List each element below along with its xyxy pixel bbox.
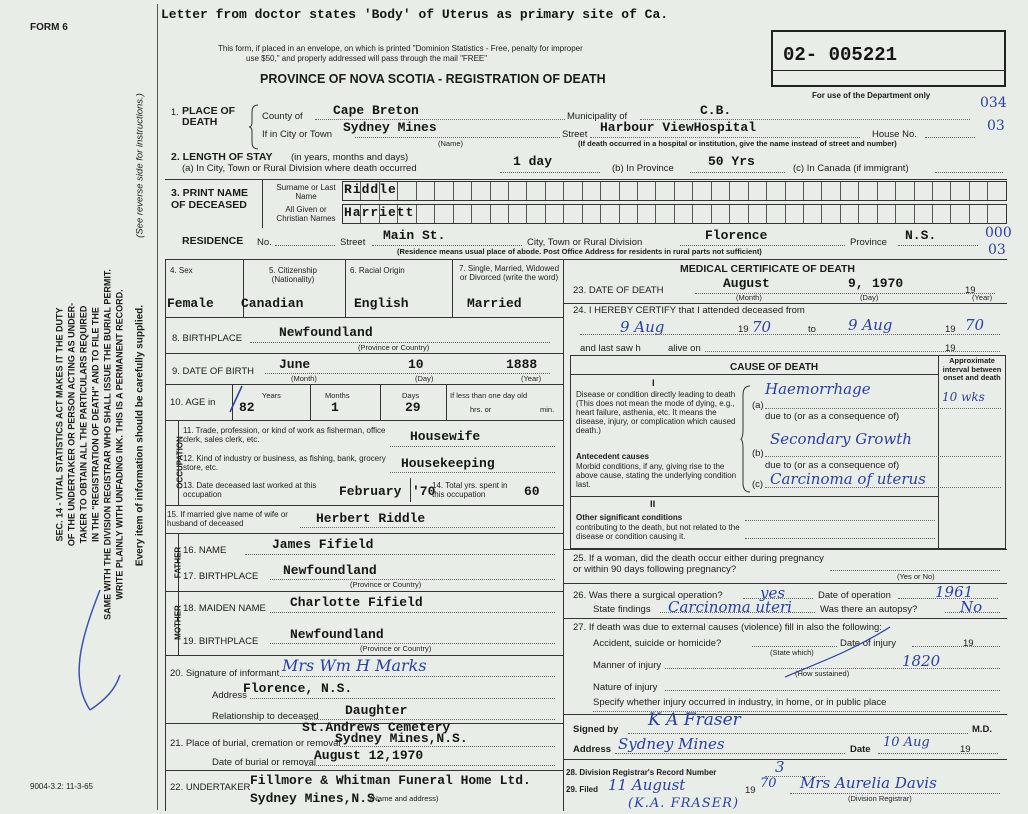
occupation-side-label: OCCUPATION — [175, 436, 185, 489]
signed-signature: K A Fraser — [648, 710, 741, 730]
form-title: PROVINCE OF NOVA SCOTIA - REGISTRATION OF DEATH — [260, 72, 606, 86]
undertaker-label: 22. UNDERTAKER — [170, 782, 251, 793]
informant-relationship: Daughter — [345, 703, 408, 718]
last-saw-label: and last saw h — [580, 343, 641, 354]
residence-no-label: No. — [257, 237, 272, 248]
age-years: 82 — [239, 400, 255, 415]
dob-day: 10 — [408, 357, 424, 372]
alive-on-19: 19 — [945, 343, 956, 354]
how-sustained-label: (How sustained) — [795, 669, 850, 678]
registration-number: 02- 005221 — [783, 44, 898, 66]
informant-relationship-label: Relationship to deceased — [212, 711, 319, 722]
instruction-reverse: (See reverse side for instructions.) — [134, 93, 146, 238]
dept-code-2: 03 — [987, 118, 1005, 134]
external-causes-label: 27. If death was due to external causes (violence) fill in also the following: — [573, 622, 882, 633]
informant-signature: Mrs Wm H Marks — [282, 656, 427, 675]
place-label: PLACE OF DEATH — [182, 105, 236, 128]
mother-birthplace-value: Newfoundland — [290, 627, 384, 642]
father-birthplace-value: Newfoundland — [283, 563, 377, 578]
attended-from: 9 Aug — [620, 318, 665, 336]
stay-label: 2. LENGTH OF STAY — [171, 151, 273, 163]
dod-day-label: (Day) — [860, 293, 879, 302]
age-label: 10. AGE in — [170, 397, 216, 408]
signed-label: Signed by — [573, 724, 619, 735]
undertaker-name: Fillmore & Whitman Funeral Home Ltd. — [250, 773, 531, 788]
occupation-q13: 13. Date deceased last worked at this occupation — [183, 481, 317, 499]
dod-year: 1970 — [872, 276, 904, 291]
print-code: 9004-3.2: 11-3-65 — [30, 782, 94, 791]
cause-c-value: Carcinoma of uterus — [770, 470, 926, 488]
municipality-value: C.B. — [700, 103, 732, 118]
occupation-a12: Housekeeping — [401, 456, 495, 471]
direct-cause-label: Disease or condition directly leading to death (This does not mean the mode of dying, e.g., heart failure, asthenia, etc. It means the disease, injury, or complication which caused death.) — [576, 390, 736, 435]
registrar-signature: Mrs Aurelia Davis — [800, 774, 937, 792]
stay-b-value: 50 Yrs — [708, 154, 755, 169]
surname-label: Surname or Last Name — [276, 183, 336, 201]
attended-to: 9 Aug — [848, 316, 893, 334]
operation-value: yes — [760, 584, 786, 602]
age-months-label: Months — [325, 391, 350, 400]
dod-day: 9, — [848, 276, 864, 291]
md-label: M.D. — [972, 724, 993, 735]
margin-pen-mark — [60, 580, 140, 720]
spouse-value: Herbert Riddle — [316, 511, 426, 526]
occupation-q11: 11. Trade, profession, or kind of work as fisherman, office clerk, sales clerk, etc. — [183, 426, 386, 444]
father-name-label: 16. NAME — [183, 545, 227, 556]
record-number-value: 3 — [775, 758, 785, 776]
md-date-19: 19 — [960, 744, 971, 755]
margin-rule — [157, 4, 158, 810]
md-date-value: 10 Aug — [883, 735, 930, 750]
md-address-value: Sydney Mines — [618, 735, 725, 753]
street-value: Harbour ViewHospital — [600, 120, 757, 135]
antecedent-label: Antecedent causes — [576, 452, 649, 461]
filed-19: 19 — [745, 785, 756, 796]
attended-label: 24. I HEREBY CERTIFY that I attended deceased from — [573, 305, 805, 316]
cause-c-label: (c) — [752, 479, 764, 490]
due-to-b: due to (or as a consequence of) — [765, 460, 900, 471]
md-address-label: Address — [573, 744, 612, 755]
pregnancy-label: 25. If a woman, did the death occur either during pregnancy or within 90 days following pregnancy? — [573, 553, 824, 575]
informant-address: Florence, N.S. — [243, 681, 353, 696]
citizenship-value: Canadian — [241, 296, 304, 311]
statute-line-4: IN THE "REGISTRATION OF DEATH" AND TO FILE THE — [90, 307, 101, 542]
house-label: House No. — [872, 129, 917, 140]
sex-label: 4. Sex — [170, 266, 193, 275]
date-injury-19: 19 — [963, 638, 974, 649]
county-label: County of — [262, 111, 303, 122]
burial-date-label: Date of burial or removal — [212, 757, 317, 768]
instruction-careful: Every item of information should be carefully supplied. — [134, 304, 146, 567]
record-number-label: 28. Division Registrar's Record Number — [566, 768, 717, 777]
occupation-a11: Housewife — [410, 429, 481, 444]
surname-value: Riddle — [344, 182, 397, 197]
residence-city-label: City, Town or Rural Division — [527, 237, 643, 248]
findings-label: State findings — [593, 604, 651, 615]
dod-year-label: (Year) — [972, 293, 993, 302]
undertaker-addr-label: (Name and address) — [370, 794, 439, 803]
given-cells — [342, 204, 1007, 224]
birthplace-value: Newfoundland — [279, 325, 373, 340]
other-conditions-sub: contributing to the death, but not related to the disease or condition causing it. — [576, 523, 740, 541]
cause-title: CAUSE OF DEATH — [730, 362, 819, 373]
occupation-a13: February — [339, 484, 402, 499]
mother-maiden-label: 18. MAIDEN NAME — [183, 603, 266, 614]
md-printed-name: (K.A. FRASER) — [628, 796, 740, 811]
county-value: Cape Breton — [333, 103, 419, 118]
city-label: If in City or Town — [262, 129, 333, 140]
cause-b-label: (b) — [752, 448, 764, 459]
statute-line-2: OF THE UNDERTAKER OR PERSON ACTING AS UNDER- — [66, 302, 77, 547]
postal-note-1: This form, if placed in an envelope, on which is printed "Dominion Statistics - Free, penalty for improper — [218, 44, 583, 53]
residence-label: RESIDENCE — [182, 235, 244, 247]
cause-a-label: (a) — [752, 400, 764, 411]
filed-year: 70 — [760, 776, 777, 791]
given-value: Harriett — [344, 205, 415, 220]
dept-code-1: 034 — [980, 95, 1007, 111]
division-registrar-label: (Division Registrar) — [848, 794, 912, 803]
cause-b-value: Secondary Growth — [770, 430, 912, 448]
birthplace-label: 8. BIRTHPLACE — [172, 333, 243, 344]
dept-use-label: For use of the Department only — [812, 91, 931, 100]
how-value: 1820 — [902, 652, 941, 670]
city-name-label: (Name) — [438, 139, 464, 148]
manner-label: Manner of injury — [593, 660, 662, 671]
md-date-label: Date — [850, 744, 871, 755]
stay-a-value: 1 day — [513, 154, 553, 169]
mother-birthplace-label: 19. BIRTHPLACE — [183, 636, 259, 647]
filed-label: 29. Filed — [566, 785, 599, 794]
header-note: Letter from doctor states 'Body' of Uterus as primary site of Ca. — [161, 7, 669, 22]
residence-province-label: Province — [850, 237, 887, 248]
occupation-a14: 60 — [524, 484, 540, 499]
undertaker-address: Sydney Mines,N.S. — [250, 791, 383, 806]
given-label: All Given or Christian Names — [276, 205, 336, 223]
residence-street-label: Street — [340, 237, 366, 248]
min-label: min. — [540, 405, 555, 414]
residence-province-value: N.S. — [905, 228, 937, 243]
dob-year: 1888 — [506, 357, 538, 372]
attended-from-19: 19 — [738, 324, 749, 335]
burial-date: August 12,1970 — [314, 748, 424, 763]
birthplace-prov-label: (Province or Country) — [358, 343, 430, 352]
under-day-label: If less than one day old — [450, 391, 528, 400]
part-two-label: II — [650, 499, 656, 510]
registration-number-box — [771, 30, 1006, 87]
attended-to-label: to — [808, 324, 816, 335]
age-days: 29 — [405, 400, 421, 415]
due-to-a: due to (or as a consequence of) — [765, 411, 900, 422]
municipality-label: Municipality of — [567, 111, 628, 122]
residence-note: (Residence means usual place of abode. Post Office Address for residents in rural parts not sufficient) — [397, 247, 762, 256]
father-side-label: FATHER — [173, 546, 183, 579]
city-value: Sydney Mines — [343, 120, 437, 135]
burial-label: 21. Place of burial, cremation or removal — [170, 738, 341, 749]
dod-nineteen: 19 — [965, 285, 976, 296]
attended-from-year: 70 — [752, 318, 772, 336]
stay-c-label: (c) In Canada (if immigrant) — [793, 163, 909, 174]
age-days-label: Days — [402, 391, 420, 400]
statute-line-6: WRITE PLAINLY WITH UNFADING INK. THIS IS A PERMANENT RECORD. — [114, 289, 125, 600]
dob-month: June — [279, 357, 311, 372]
occupation-a13-year: '70 — [412, 484, 436, 499]
state-which-label: (State which) — [770, 648, 814, 657]
postal-note-2: use $50," and properly addressed will pass through the mail "FREE" — [246, 54, 488, 63]
age-years-label: Years — [262, 391, 281, 400]
residence-street-value: Main St. — [383, 228, 446, 243]
mother-prov-label: (Province or Country) — [360, 644, 432, 653]
informant-label: 20. Signature of informant — [170, 668, 280, 679]
stay-a-label: (a) In City, Town or Rural Division where death occurred — [182, 163, 417, 174]
dod-month: August — [723, 276, 770, 291]
burial-place-2: Sydney Mines,N.S. — [335, 731, 468, 746]
sex-value: Female — [167, 296, 214, 311]
autopsy-value: No — [960, 598, 983, 616]
racial-label: 6. Racial Origin — [350, 266, 405, 275]
surname-cells — [342, 181, 1007, 201]
occupation-q14: 14. Total yrs. spent in this occupation — [432, 481, 508, 499]
dob-label: 9. DATE OF BIRTH — [172, 366, 254, 377]
hospital-note: (If death occurred in a hospital or institution, give the name instead of street and number) — [578, 139, 897, 148]
filed-value: 11 August — [608, 776, 686, 794]
informant-address-label: Address — [212, 690, 247, 701]
statute-line-5: SAME WITH THE DIVISION REGISTRAR WHO SHALL ISSUE THE BURIAL PERMIT. — [102, 269, 113, 620]
marital-label: 7. Single, Married, Widowed or Divorced (write the word) — [458, 264, 560, 282]
mother-maiden-value: Charlotte Fifield — [290, 595, 423, 610]
spouse-label: 15. If married give name of wife or husband of deceased — [167, 510, 288, 528]
other-conditions-label: Other significant conditions — [576, 513, 683, 522]
dod-label: 23. DATE OF DEATH — [573, 285, 664, 296]
occupation-q12: 12. Kind of industry or business, as fishing, bank, grocery store, etc. — [183, 454, 386, 472]
stay-b-label: (b) In Province — [612, 163, 674, 174]
dept-code-3: 000 — [985, 225, 1012, 241]
yes-no-label: (Yes or No) — [897, 572, 935, 581]
attended-to-19: 19 — [945, 324, 956, 335]
findings-value: Carcinoma uteri — [668, 598, 792, 616]
interval-label: Approximate interval between onset and death — [942, 356, 1002, 382]
operation-date-label: Date of operation — [818, 590, 891, 601]
age-months: 1 — [331, 400, 339, 415]
dept-code-4: 03 — [988, 242, 1006, 258]
alive-on-label: alive on — [668, 343, 701, 354]
marital-value: Married — [467, 296, 522, 311]
dob-day-label: (Day) — [415, 374, 434, 383]
burial-place-1: St.Andrews Cemetery — [302, 720, 451, 735]
dob-month-label: (Month) — [291, 374, 317, 383]
mother-side-label: MOTHER — [173, 605, 183, 640]
dod-month-label: (Month) — [736, 293, 762, 302]
form-number: FORM 6 — [30, 22, 68, 33]
attended-to-year: 70 — [965, 316, 985, 334]
place-num: 1. — [171, 107, 179, 117]
racial-value: English — [354, 296, 409, 311]
specify-label: Specify whether injury occurred in industry, in home, or in public place — [593, 697, 887, 708]
operation-date-value: 1961 — [935, 583, 974, 601]
dob-year-label: (Year) — [521, 374, 542, 383]
cause-a-interval: 10 wks — [942, 390, 985, 404]
hrs-label: hrs. or — [470, 405, 492, 414]
stay-sub: (in years, months and days) — [291, 152, 409, 163]
name-label: 3. PRINT NAME OF DECEASED — [171, 187, 249, 211]
father-prov-label: (Province or Country) — [350, 580, 422, 589]
medical-title: MEDICAL CERTIFICATE OF DEATH — [680, 263, 855, 275]
residence-city-value: Florence — [705, 228, 768, 243]
part-one-label: I — [652, 378, 655, 389]
nature-label: Nature of injury — [593, 682, 658, 693]
father-name-value: James Fifield — [272, 537, 374, 552]
autopsy-label: Was there an autopsy? — [820, 604, 918, 615]
operation-label: 26. Was there a surgical operation? — [573, 590, 723, 601]
accident-label: Accident, suicide or homicide? — [593, 638, 722, 649]
date-injury-label: Date of injury — [840, 638, 896, 649]
statute-line-3: TAKER TO OBTAIN ALL THE PARTICULARS REQUIRED — [78, 305, 89, 544]
antecedent-sub: Morbid conditions, if any, giving rise to the above cause, stating the underlying condition last. — [576, 462, 737, 489]
statute-line-1: SEC. 14 - VITAL STATISTICS ACT MAKES IT THE DUTY — [54, 307, 65, 542]
citizenship-label: 5. Citizenship (Nationality) — [268, 266, 318, 284]
cause-a-value: Haemorrhage — [765, 380, 871, 398]
street-label: Street — [562, 129, 588, 140]
father-birthplace-label: 17. BIRTHPLACE — [183, 571, 259, 582]
